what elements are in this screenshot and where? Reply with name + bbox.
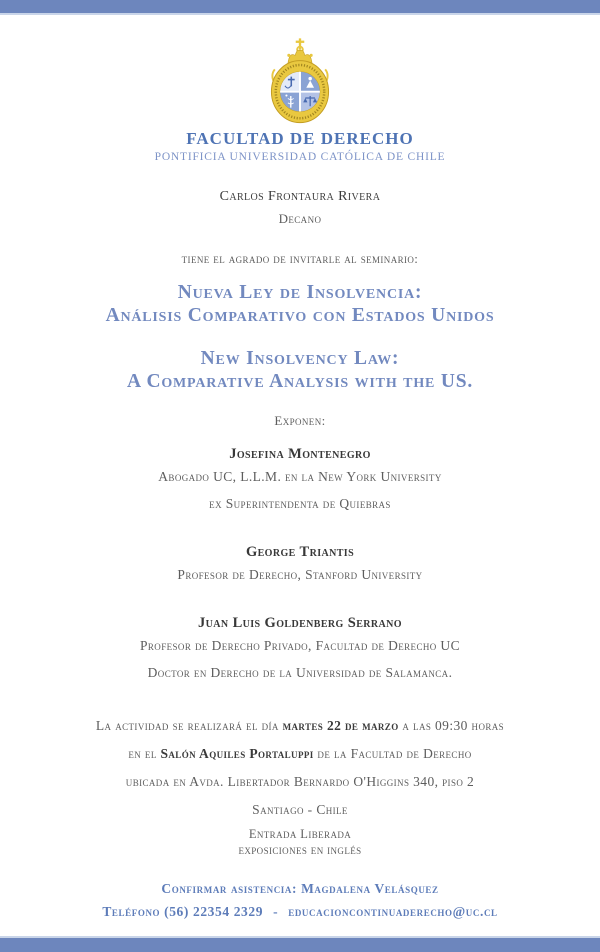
invitation-line: tiene el agrado de invitarle al seminario: <box>181 251 419 266</box>
event-notes <box>0 826 600 858</box>
contact-line <box>0 903 600 920</box>
top-border-bar <box>0 0 600 15</box>
bottom-border-bar <box>0 936 600 952</box>
language-note: exposiciones en inglés <box>238 843 362 857</box>
seminar-title-en-line1: New Insolvency Law: <box>200 348 400 369</box>
event-address-line: ubicada en Avda. Libertador Bernardo O'Higgins 340, piso 2 <box>125 774 475 789</box>
speaker-name: Josefina Montenegro <box>229 446 371 462</box>
seminar-title-spanish <box>0 281 600 327</box>
speaker-name: George Triantis <box>245 544 355 560</box>
event-date-pre: La actividad se realizará el día <box>95 718 283 733</box>
event-time: a las 09:30 horas <box>398 718 505 733</box>
speaker-credential: Doctor en Derecho de la Universidad de Salamanca. <box>147 665 453 680</box>
speaker-credential: Profesor de Derecho, Stanford University <box>177 567 423 582</box>
university-name: PONTIFICIA UNIVERSIDAD CATÓLICA DE CHILE <box>154 151 446 163</box>
dean-name: Carlos Frontaura Rivera <box>219 189 381 204</box>
speaker-credential: Abogado UC, L.L.M. en la New York University <box>158 469 442 484</box>
speaker-credential: ex Superintendenta de Quiebras <box>209 496 391 511</box>
contact-separator: - <box>273 904 279 919</box>
speaker-josefina-montenegro <box>0 445 600 517</box>
event-venue-pre: en el <box>128 746 161 761</box>
dean-title: Decano <box>278 211 322 226</box>
speaker-credential: Profesor de Derecho Privado, Facultad de Derecho UC <box>140 638 460 653</box>
faculty-name: FACULTAD DE DERECHO <box>186 129 414 148</box>
seminar-title-english <box>0 347 600 393</box>
speaker-name: Juan Luis Goldenberg Serrano <box>198 615 402 631</box>
event-date-line <box>0 712 600 740</box>
event-venue: Salón Aquiles Portaluppi <box>160 746 314 761</box>
event-city-line: Santiago - Chile <box>252 802 348 817</box>
event-venue-line <box>0 740 600 768</box>
speaker-george-triantis <box>0 543 600 588</box>
event-venue-post: de la Facultad de Derecho <box>313 746 472 761</box>
contact-phone: Teléfono (56) 22354 2329 <box>102 904 264 919</box>
event-details <box>0 712 600 824</box>
speaker-juan-luis-goldenberg <box>0 614 600 686</box>
rsvp-line: Confirmar asistencia: Magdalena Velásquez <box>161 881 439 896</box>
seminar-title-es-line2: Análisis Comparativo con Estados Unidos <box>105 305 495 326</box>
event-date: martes 22 de marzo <box>282 718 399 733</box>
free-entry-note: Entrada Liberada <box>248 827 352 841</box>
uc-chile-crest-icon <box>269 38 331 124</box>
invitation-content <box>0 38 600 920</box>
seminar-title-es-line1: Nueva Ley de Insolvencia: <box>177 282 423 303</box>
contact-email-link[interactable]: educacioncontinuaderecho@uc.cl <box>288 904 498 919</box>
speakers-heading: Exponen: <box>274 413 326 428</box>
seminar-title-en-line2: A Comparative Analysis with the US. <box>126 371 474 392</box>
